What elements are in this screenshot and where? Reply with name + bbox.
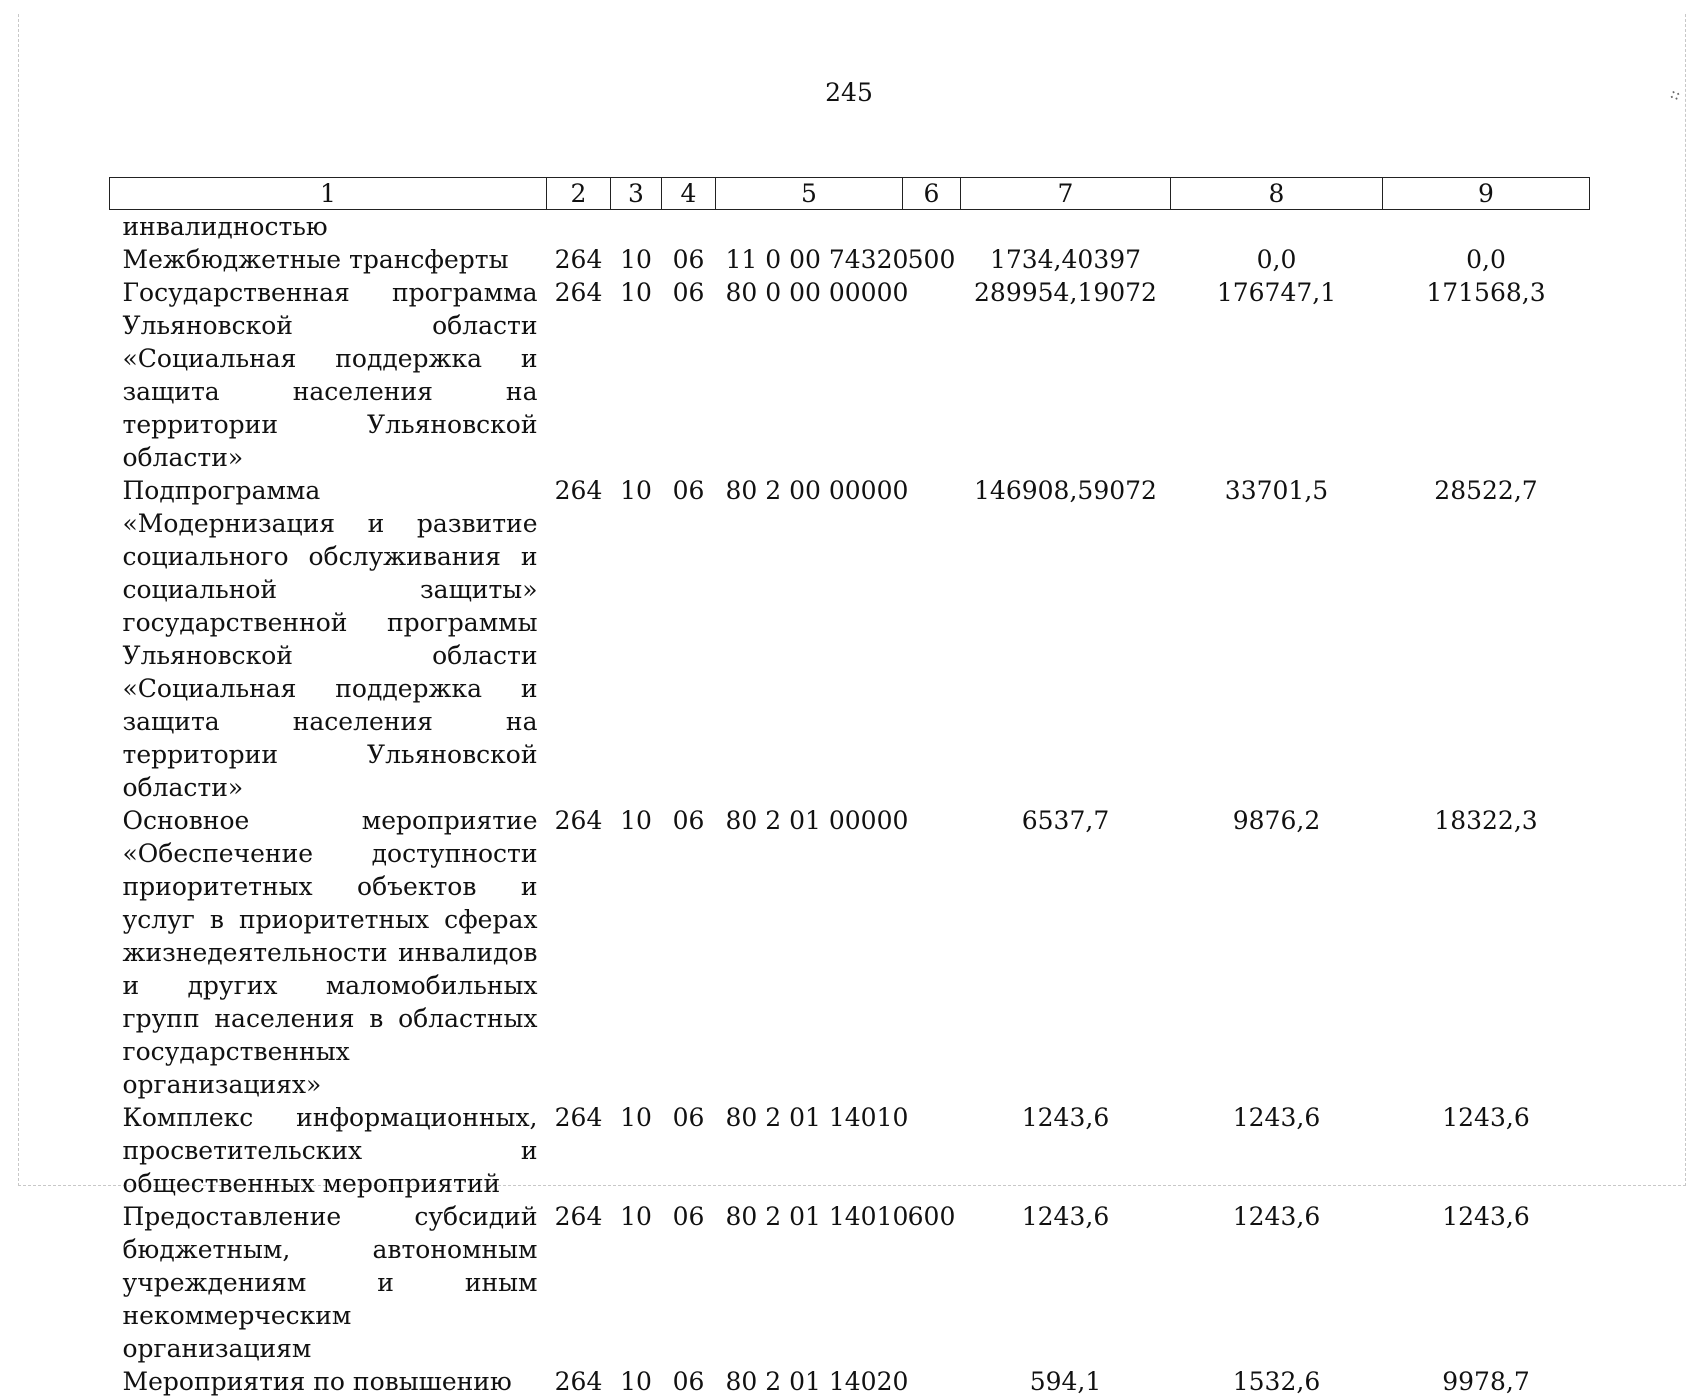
target-code: 80 2 00 00000: [725, 476, 909, 505]
cell-value: 06: [672, 1103, 705, 1132]
header-row: [110, 178, 1590, 210]
page-number: 245: [825, 78, 873, 107]
cell-value: 6537,7: [1021, 806, 1110, 835]
target-code: 80 2 01 00000: [725, 806, 909, 835]
col-header: 6: [903, 178, 961, 210]
col-header: 8: [1171, 178, 1383, 210]
cell-value: 500: [907, 245, 956, 274]
cell-value: 9978,7: [1442, 1367, 1530, 1396]
target-code: 80 2 01 14020: [725, 1367, 909, 1396]
cell-value: [903, 210, 961, 244]
table-row: [110, 1200, 1590, 1365]
row-label: Основное мероприятие «Обеспечение доступности приоритетных объектов и услуг в приоритетных сферах жизнедеятельности инвалидов и других маломобильных групп населения в областных государственных организациях»: [122, 806, 538, 1099]
col-header: 9: [1383, 178, 1590, 210]
target-code: 80 2 01 14010: [725, 1103, 909, 1132]
cell-value: 1243,6: [1021, 1103, 1110, 1132]
cell-value: [1383, 210, 1590, 244]
cell-value: [903, 1365, 961, 1398]
cell-value: 1734,40397: [989, 245, 1142, 274]
col-header: 2: [547, 178, 611, 210]
table-row: [110, 276, 1590, 474]
table-row: [110, 804, 1590, 1101]
cell-value: [903, 276, 961, 474]
target-code: 80 0 00 00000: [725, 278, 909, 307]
cell-value: 594,1: [1029, 1367, 1102, 1396]
cell-value: 06: [672, 1367, 705, 1396]
cell-value: 264: [554, 1202, 603, 1231]
table-row: [110, 243, 1590, 276]
cell-value: 10: [620, 1202, 652, 1231]
cell-value: 264: [554, 476, 603, 505]
col-header: 5: [716, 178, 903, 210]
cell-value: 1243,6: [1232, 1202, 1321, 1231]
cell-value: [961, 210, 1171, 244]
budget-table: [109, 177, 1590, 1398]
cell-value: 0,0: [1256, 245, 1297, 274]
cell-value: 1243,6: [1232, 1103, 1321, 1132]
cell-value: 9876,2: [1232, 806, 1321, 835]
cell-value: 06: [672, 278, 705, 307]
cell-value: 28522,7: [1434, 476, 1538, 505]
row-label: Комплекс информационных, просветительских и общественных мероприятий: [122, 1103, 538, 1198]
cell-value: 33701,5: [1224, 476, 1329, 505]
target-code: 80 2 01 14010: [725, 1202, 909, 1231]
cell-value: 289954,19072: [974, 278, 1157, 307]
cell-value: 10: [620, 1367, 652, 1396]
cell-value: [611, 210, 662, 244]
col-header: 1: [110, 178, 547, 210]
cell-value: 264: [554, 1103, 603, 1132]
cell-value: 1243,6: [1021, 1202, 1110, 1231]
cell-value: 1532,6: [1232, 1367, 1321, 1396]
col-header: 4: [662, 178, 716, 210]
scan-speck-icon: ⁘: [1664, 83, 1687, 110]
cell-value: 10: [620, 476, 652, 505]
cell-value: [903, 804, 961, 1101]
table-row: [110, 1101, 1590, 1200]
row-label: инвалидностью: [122, 212, 328, 241]
table-row: [110, 1365, 1590, 1398]
cell-value: 171568,3: [1426, 278, 1546, 307]
row-label: Государственная программа Ульяновской области «Социальная поддержка и защита населения на территории Ульяновской области»: [122, 278, 538, 472]
cell-value: 06: [672, 806, 705, 835]
cell-value: 18322,3: [1434, 806, 1538, 835]
cell-value: 10: [620, 1103, 652, 1132]
col-header: 7: [961, 178, 1171, 210]
cell-value: [1171, 210, 1383, 244]
cell-value: [903, 1101, 961, 1200]
cell-value: 264: [554, 245, 603, 274]
cell-value: 06: [672, 476, 705, 505]
cell-value: 264: [554, 806, 603, 835]
cell-value: 10: [620, 806, 652, 835]
cell-value: 06: [672, 245, 705, 274]
cell-value: [547, 210, 611, 244]
cell-value: 06: [672, 1202, 705, 1231]
target-code: [716, 210, 903, 244]
cell-value: 1243,6: [1442, 1202, 1530, 1231]
cell-value: 146908,59072: [974, 476, 1157, 505]
col-header: 3: [611, 178, 662, 210]
cell-value: 1243,6: [1442, 1103, 1530, 1132]
cell-value: 10: [620, 245, 652, 274]
target-code: 11 0 00 74320: [725, 245, 909, 274]
row-label: Межбюджетные трансферты: [122, 245, 509, 274]
row-label: Подпрограмма «Модернизация и развитие социального обслуживания и социальной защиты» государственной программы Ульяновской области «Социальная поддержка и защита населения на территории Ульяновской области»: [122, 476, 538, 802]
cell-value: 600: [907, 1202, 956, 1231]
row-label: Мероприятия по повышению: [122, 1367, 512, 1396]
cell-value: 176747,1: [1216, 278, 1337, 307]
cell-value: 10: [620, 278, 652, 307]
row-label: Предоставление субсидий бюджетным, автономным учреждениям и иным некоммерческим организациям: [122, 1202, 538, 1363]
cell-value: 264: [554, 278, 603, 307]
cell-value: [662, 210, 716, 244]
cell-value: [903, 474, 961, 804]
table-row: [110, 474, 1590, 804]
cell-value: 264: [554, 1367, 603, 1396]
table-row: [110, 210, 1590, 244]
cell-value: 0,0: [1466, 245, 1506, 274]
